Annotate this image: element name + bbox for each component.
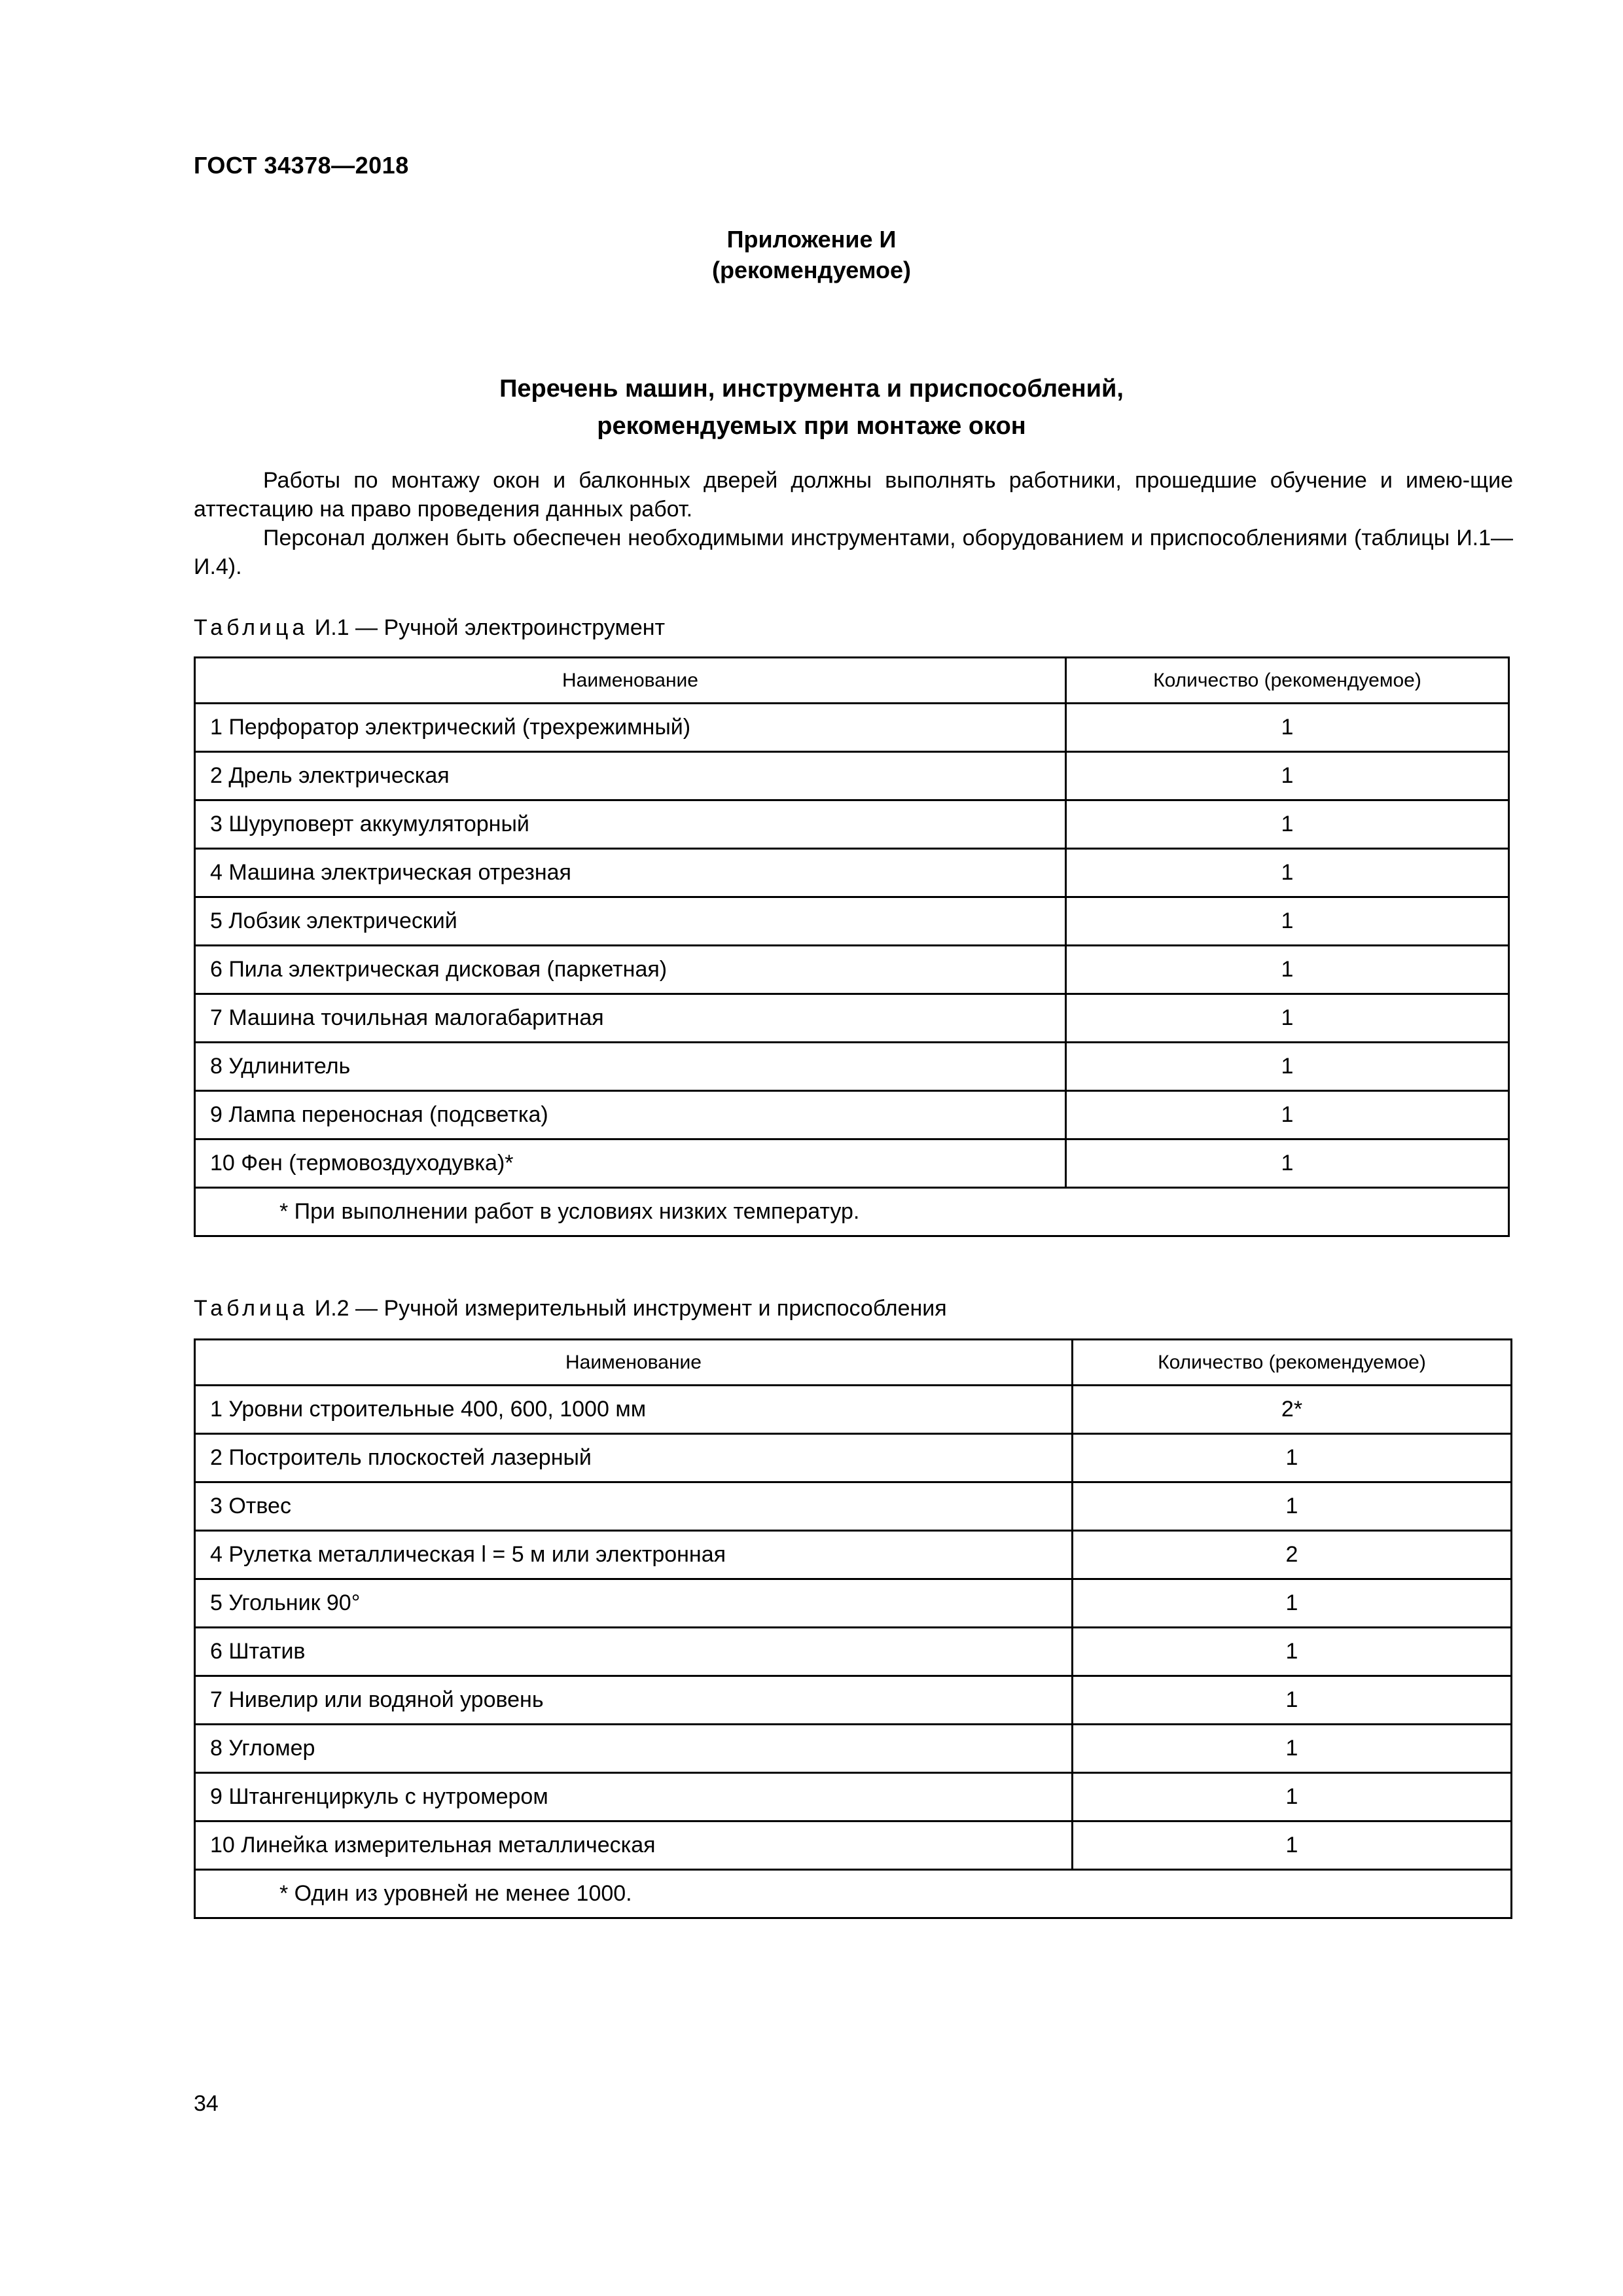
table2-header-name: Наименование bbox=[195, 1340, 1073, 1386]
table1-body bbox=[195, 704, 1509, 1236]
table1-caption bbox=[194, 615, 665, 641]
table-footnote: * Один из уровней не менее 1000. bbox=[195, 1870, 1512, 1918]
table-row bbox=[195, 1482, 1512, 1531]
intro-paragraph-2: Персонал должен быть обеспечен необходимыми инструментами, оборудованием и приспособлениями (таблицы И.1—И.4). bbox=[194, 526, 1513, 579]
row-name-cell: 3 Отвес bbox=[195, 1482, 1073, 1531]
table2-body bbox=[195, 1386, 1512, 1918]
table-row bbox=[195, 1579, 1512, 1628]
table-row bbox=[195, 1139, 1509, 1188]
table1-caption-prefix: Таблица bbox=[194, 615, 309, 640]
table2-caption-prefix: Таблица bbox=[194, 1296, 309, 1321]
row-qty-cell: 1 bbox=[1066, 946, 1509, 994]
row-name-cell: 8 Угломер bbox=[195, 1725, 1073, 1773]
table2 bbox=[194, 1338, 1512, 1919]
row-name-cell: 7 Машина точильная малогабаритная bbox=[195, 994, 1066, 1043]
row-name-cell: 6 Пила электрическая дисковая (паркетная) bbox=[195, 946, 1066, 994]
appendix-label: Приложение И bbox=[726, 226, 897, 253]
table-row bbox=[195, 1386, 1512, 1434]
table-note-row bbox=[195, 1870, 1512, 1918]
row-name-cell: 3 Шуруповерт аккумуляторный bbox=[195, 800, 1066, 849]
section-title-line1: Перечень машин, инструмента и приспособлений, bbox=[499, 375, 1124, 403]
row-name-cell: 10 Фен (термовоздуходувка)* bbox=[195, 1139, 1066, 1188]
row-qty-cell: 1 bbox=[1066, 704, 1509, 752]
row-qty-cell: 1 bbox=[1066, 994, 1509, 1043]
row-name-cell: 2 Построитель плоскостей лазерный bbox=[195, 1434, 1073, 1482]
table-row bbox=[195, 1091, 1509, 1139]
table1-caption-title: И.1 — Ручной электроинструмент bbox=[308, 615, 666, 640]
row-name-cell: 9 Штангенциркуль с нутромером bbox=[195, 1773, 1073, 1821]
table-row bbox=[195, 1676, 1512, 1725]
row-name-cell: 6 Штатив bbox=[195, 1628, 1073, 1676]
row-qty-cell: 1 bbox=[1066, 1043, 1509, 1091]
row-name-cell: 1 Уровни строительные 400, 600, 1000 мм bbox=[195, 1386, 1073, 1434]
table-row bbox=[195, 1821, 1512, 1870]
row-name-cell: 10 Линейка измерительная металлическая bbox=[195, 1821, 1073, 1870]
table-row bbox=[195, 1628, 1512, 1676]
row-qty-cell: 1 bbox=[1073, 1725, 1512, 1773]
table-row bbox=[195, 1434, 1512, 1482]
table-row bbox=[195, 752, 1509, 800]
row-qty-cell: 1 bbox=[1073, 1676, 1512, 1725]
row-qty-cell: 1 bbox=[1073, 1482, 1512, 1531]
row-name-cell: 4 Рулетка металлическая l = 5 м или электронная bbox=[195, 1531, 1073, 1579]
table2-caption-title: И.2 — Ручной измерительный инструмент и приспособления bbox=[308, 1296, 947, 1321]
table-row bbox=[195, 946, 1509, 994]
section-title-line2: рекомендуемых при монтаже окон bbox=[597, 412, 1026, 440]
table1-header-name: Наименование bbox=[195, 658, 1066, 704]
row-qty-cell: 1 bbox=[1073, 1579, 1512, 1628]
table-footnote: * При выполнении работ в условиях низких температур. bbox=[195, 1188, 1509, 1236]
row-qty-cell: 1 bbox=[1073, 1821, 1512, 1870]
row-name-cell: 7 Нивелир или водяной уровень bbox=[195, 1676, 1073, 1725]
appendix-status: (рекомендуемое) bbox=[712, 257, 911, 283]
section-title bbox=[0, 370, 1623, 445]
standard-number: ГОСТ 34378—2018 bbox=[194, 152, 409, 179]
row-qty-cell: 1 bbox=[1066, 752, 1509, 800]
row-name-cell: 8 Удлинитель bbox=[195, 1043, 1066, 1091]
row-name-cell: 5 Лобзик электрический bbox=[195, 897, 1066, 946]
table-row bbox=[195, 704, 1509, 752]
table-row bbox=[195, 897, 1509, 946]
row-qty-cell: 1 bbox=[1073, 1773, 1512, 1821]
row-qty-cell: 1 bbox=[1066, 1091, 1509, 1139]
row-qty-cell: 1 bbox=[1066, 849, 1509, 897]
table2-header-row bbox=[195, 1340, 1512, 1386]
intro-paragraph-1: Работы по монтажу окон и балконных дверей должны выполнять работники, прошедшие обучение и имею-щие аттестацию на право проведения данных работ. bbox=[194, 468, 1513, 522]
row-qty-cell: 1 bbox=[1073, 1434, 1512, 1482]
table-row bbox=[195, 994, 1509, 1043]
table2-header-qty: Количество (рекомендуемое) bbox=[1073, 1340, 1512, 1386]
intro-text bbox=[194, 466, 1513, 581]
table1-header-row bbox=[195, 658, 1509, 704]
table-row bbox=[195, 800, 1509, 849]
table-row bbox=[195, 849, 1509, 897]
table1-header-qty: Количество (рекомендуемое) bbox=[1066, 658, 1509, 704]
row-name-cell: 4 Машина электрическая отрезная bbox=[195, 849, 1066, 897]
row-qty-cell: 1 bbox=[1066, 1139, 1509, 1188]
row-name-cell: 1 Перфоратор электрический (трехрежимный) bbox=[195, 704, 1066, 752]
row-name-cell: 5 Угольник 90° bbox=[195, 1579, 1073, 1628]
row-qty-cell: 1 bbox=[1066, 800, 1509, 849]
table-row bbox=[195, 1773, 1512, 1821]
row-qty-cell: 2 bbox=[1073, 1531, 1512, 1579]
page-number: 34 bbox=[194, 2091, 219, 2116]
row-name-cell: 2 Дрель электрическая bbox=[195, 752, 1066, 800]
row-qty-cell: 1 bbox=[1073, 1628, 1512, 1676]
row-qty-cell: 2* bbox=[1073, 1386, 1512, 1434]
table-note-row bbox=[195, 1188, 1509, 1236]
table1 bbox=[194, 656, 1510, 1237]
table-row bbox=[195, 1725, 1512, 1773]
row-qty-cell: 1 bbox=[1066, 897, 1509, 946]
table-row bbox=[195, 1531, 1512, 1579]
table2-caption bbox=[194, 1296, 947, 1321]
table-row bbox=[195, 1043, 1509, 1091]
row-name-cell: 9 Лампа переносная (подсветка) bbox=[195, 1091, 1066, 1139]
